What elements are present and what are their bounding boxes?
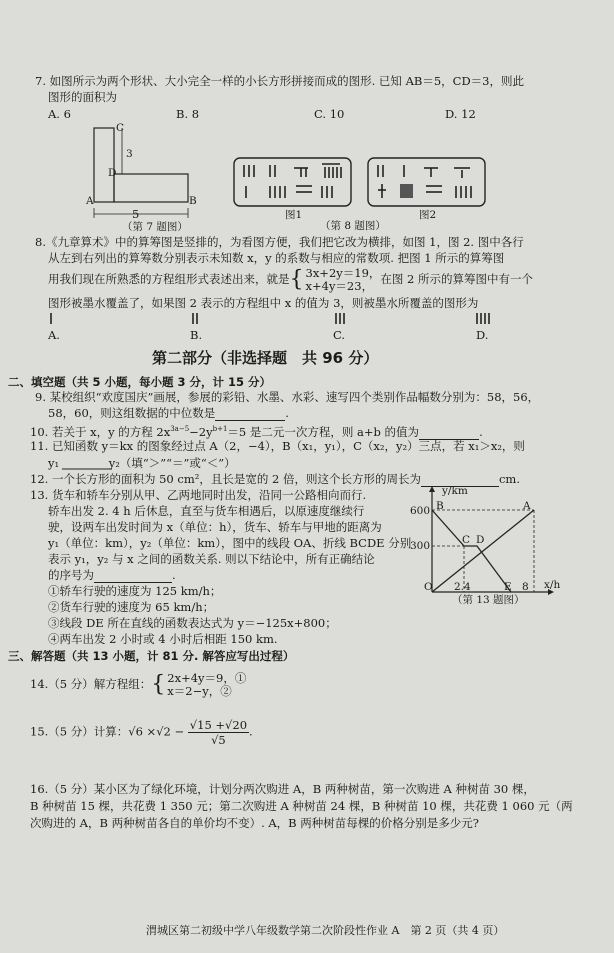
q8-option-d-rods <box>474 312 492 326</box>
q13-x24: 2.4 <box>454 581 471 593</box>
q8-option-b-rods <box>190 312 202 326</box>
q8-option-a-rods <box>48 312 58 326</box>
q8-line3-pre: 用我们现在所熟悉的方程组形式表述出来，就是 <box>48 272 290 286</box>
q8-caption: （第 8 题图） <box>320 220 386 232</box>
q9-line1: 9. 某校组织“欢度国庆”画展，参展的彩铅、水墨、水彩、速写四个类别作品幅数分别为：58，56， <box>35 390 540 404</box>
section3-title: 三、解答题（共 13 小题，计 81 分. 解答应写出过程） <box>8 649 295 663</box>
q8-line2: 从左到右列出的算筹数分别表示未知数 x，y 的系数与相应的常数项. 把图 1 所示的算筹图 <box>48 251 505 265</box>
q8-line3-post: 在图 2 所示的算筹图中有一个 <box>380 272 534 286</box>
q7-option-d: D. 12 <box>445 107 476 121</box>
q10-line: 10. 若关于 x，y 的方程 $2x^{3a-5}-2y^{b+1}=5$ 是二元一次方程，则 a+b 的值为 . <box>30 424 483 439</box>
q13-line-1: 13. 货车和轿车分别从甲、乙两地同时出发，沿同一公路相向而行. <box>30 488 367 502</box>
q7-label-3: 3 <box>126 148 133 160</box>
q7-figure <box>80 118 220 230</box>
q13-caption: （第 13 题图） <box>452 594 525 606</box>
q7-label-5: 5 <box>132 207 140 221</box>
q13-item-2: ②货车行驶的速度为 65 km/h； <box>48 600 215 614</box>
q13-item-3: ③线段 DE 所在直线的函数表达式为 y＝−125x+800； <box>48 616 337 630</box>
q13-x-axis-label: x/h <box>544 579 561 591</box>
q8-figure-1 <box>232 156 354 208</box>
q15: 15.（5 分）计算：√6 ×√2 − $\frac{√15 +√20}{√5}$ . <box>30 718 253 747</box>
q16-line-1: 16.（5 分）某小区为了绿化环境，计划分两次购进 A，B 两种树苗，第一次购进 A 种树苗 30 棵， <box>30 782 535 796</box>
q13-y600: 600 <box>410 505 431 517</box>
q8-figure-2 <box>366 156 488 208</box>
q11-line1: 11. 已知函数 y＝kx 的图象经过点 A（2，−4），B（x₁，y₁），C（x₂，y₂）三点，若 x₁＞x₂，则 <box>30 439 525 453</box>
q7-label-a: A <box>86 195 94 207</box>
q13-line-4: y₁（单位：km），y₂（单位：km），图中的线段 OA、折线 BCDE 分别 <box>48 536 412 550</box>
q8-eq2: x+4y＝23， <box>305 279 374 293</box>
q13-origin: O <box>424 581 433 593</box>
q8-line4: 图形被墨水覆盖了，如果图 2 表示的方程组中 x 的值为 3，则被墨水所覆盖的图形为 <box>48 296 479 310</box>
q13-y-axis-label: y/km <box>442 485 468 497</box>
q8-fig1-label: 图1 <box>285 209 303 221</box>
q8-option-c-rods <box>333 312 347 326</box>
q9-line2: 58，60，则这组数据的中位数是 . <box>48 406 289 420</box>
q8-line1: 8.《九章算术》中的算筹图是竖排的，为看图方便，我们把它改为横排，如图 1，图 2. 图中各行 <box>35 235 524 249</box>
q7-option-a: A. 6 <box>48 107 71 121</box>
q13-x8: 8 <box>522 581 529 593</box>
q7-line2: 图形的面积为 <box>48 90 117 104</box>
q13-item-4: ④两车出发 2 小时或 4 小时后相距 150 km. <box>48 632 278 646</box>
q8-option-c: C. <box>333 328 346 342</box>
q8-fig2-label: 图2 <box>419 209 437 221</box>
q7-label-b: B <box>189 195 197 207</box>
q13-label-c: C <box>462 534 471 546</box>
q7-option-c: C. 10 <box>314 107 345 121</box>
q13-label-b: B <box>436 500 444 512</box>
q7-caption: （第 7 题图） <box>122 221 188 233</box>
q16-line-3: 次购进的 A，B 两种树苗各自的单价均不变）. A，B 两种树苗每棵的价格分别是多少元? <box>30 816 479 830</box>
q8-line3: 用我们现在所熟悉的方程组形式表述出来，就是{ 3x+2y＝19， x+4y＝23， 在图 2 所示的算筹图中有一个 <box>48 266 534 293</box>
q13-line-3: 驶，设两车出发时间为 x（单位：h），货车、轿车与甲地的距离为 <box>48 520 382 534</box>
q8-option-d: D. <box>476 328 489 342</box>
q7-label-c: C <box>116 122 125 134</box>
q13-line-6: 的序号为 . <box>48 568 176 582</box>
q8-option-b: B. <box>190 328 203 342</box>
q13-line-2: 轿车出发 2. 4 h 后休息，直至与货车相遇后，以原速度继续行 <box>48 504 365 518</box>
q13-line-5: 表示 y₁，y₂ 与 x 之间的函数关系. 则以下结论中，所有正确结论 <box>48 552 375 566</box>
q13-y300: 300 <box>410 540 431 552</box>
section2-title: 二、填空题（共 5 小题，每小题 3 分，计 15 分） <box>8 375 272 389</box>
q8-option-a: A. <box>48 328 60 342</box>
q12-line: 12. 一个长方形的面积为 50 cm²，且长是宽的 2 倍，则这个长方形的周长为 cm. <box>30 472 520 486</box>
part2-title: 第二部分（非选择题 共 96 分） <box>152 349 379 367</box>
q16-line-2: B 种树苗 15 棵，共花费 1 350 元；第二次购进 A 种树苗 24 棵，B 种树苗 10 棵，共花费 1 060 元（两 <box>30 799 573 813</box>
q11-blank <box>62 467 114 471</box>
q13-label-d: D <box>476 534 485 546</box>
q13-item-1: ①轿车行驶的速度为 125 km/h； <box>48 584 222 598</box>
q11-line2: y₁ y₂（填“＞”“＝”或“＜”） <box>48 456 236 470</box>
q8-eq1: 3x+2y＝19， <box>305 266 381 280</box>
q14: 14.（5 分）解方程组：{ 2x+4y＝9，① x＝2−y，② <box>30 671 247 698</box>
q13-label-e: E <box>504 581 512 593</box>
q7-option-b: B. 8 <box>176 107 200 121</box>
q7-label-d: D <box>108 167 117 179</box>
q13-label-a: A <box>523 500 531 512</box>
page-footer: 渭城区第二初级中学八年级数学第二次阶段性作业 A 第 2 页（共 4 页） <box>146 924 505 937</box>
q7-line1: 7. 如图所示为两个形状、大小完全一样的小长方形拼接而成的图形. 已知 AB＝5，CD＝3，则此 <box>35 74 524 88</box>
